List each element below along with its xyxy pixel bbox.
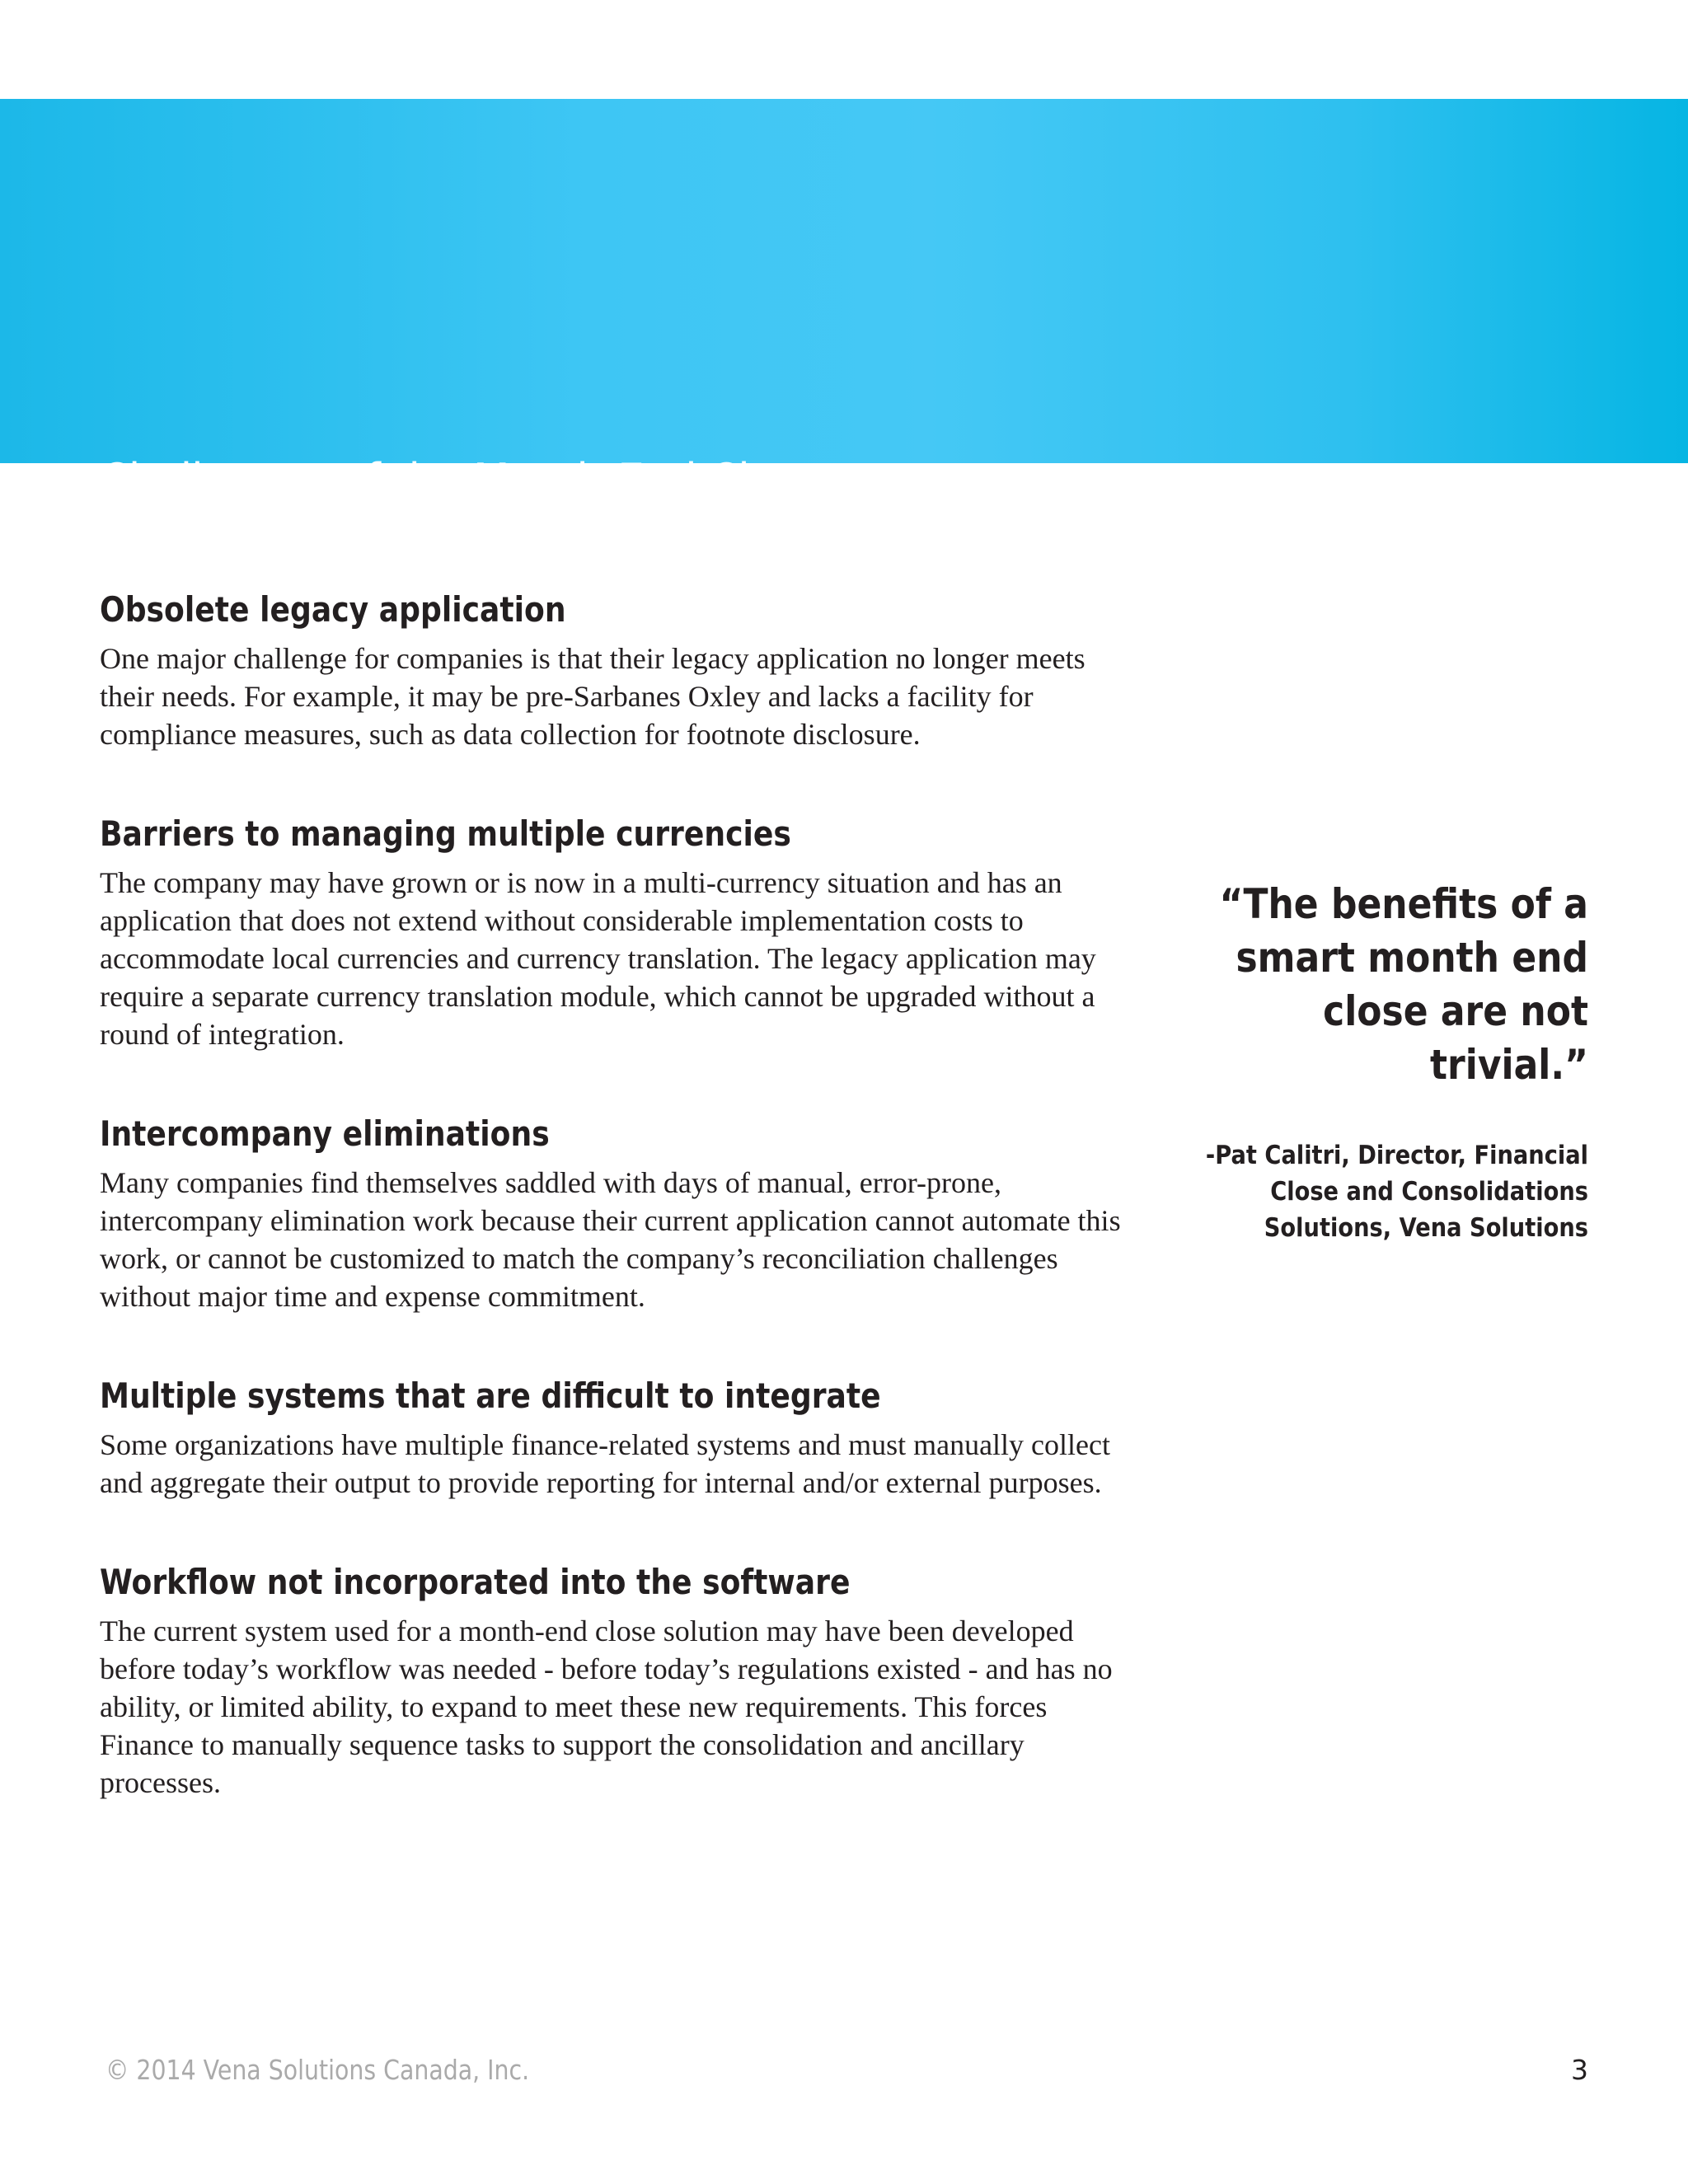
section-body: One major challenge for companies is that their legacy application no longer meets their needs. For example, it may be pre-Sarbanes Oxley and lacks a facility for compliance measures, such as data collection for footnote disclosure. [100, 642, 1085, 751]
quote-author: -Pat Calitri, Director, Financial Close and Consolidations Solutions, Vena Solutions [1205, 1141, 1588, 1243]
section-body: Some organizations have multiple finance-related systems and must manually collect and aggregate their output to provide reporting for internal and/or external purposes. [100, 1428, 1110, 1499]
page-title: Challenges of the Month-End Close [100, 453, 822, 511]
pull-quote [1127, 878, 1588, 1246]
section-multiple-currencies [100, 811, 1122, 1053]
header-banner [0, 99, 1688, 511]
section-obsolete-legacy-application [100, 587, 1122, 753]
quote-text: “The benefits of a smart month end close are not trivial.” [1219, 880, 1588, 1089]
page-number: 3 [1571, 2054, 1588, 2086]
footer-copyright: © 2014 Vena Solutions Canada, Inc. [106, 2054, 530, 2086]
section-heading: Workflow not incorporated into the software [100, 1562, 851, 1602]
section-heading: Barriers to managing multiple currencies [100, 813, 791, 854]
section-body: Many companies find themselves saddled with days of manual, error-prone, intercompany elimination work because their current application cannot automate this work, or cannot be customized to match the company’s reconciliation challenges without major time and expense commitment. [100, 1166, 1121, 1313]
section-intercompany-eliminations [100, 1111, 1122, 1315]
section-workflow [100, 1559, 1122, 1802]
section-heading: Obsolete legacy application [100, 589, 566, 630]
section-body: The company may have grown or is now in a multi-currency situation and has an application that does not extend without considerable implementation costs to accommodate local currencies and currency translation. The legacy application may require a separate currency translation module, which cannot be upgraded without a round of integration. [100, 866, 1096, 1051]
section-heading: Intercompany eliminations [100, 1113, 550, 1154]
main-content [100, 587, 1122, 1859]
section-multiple-systems [100, 1373, 1122, 1502]
section-heading: Multiple systems that are difficult to integrate [100, 1376, 881, 1416]
section-body: The current system used for a month-end close solution may have been developed before today’s workflow was needed - before today’s regulations existed - and has no ability, or limited ability, to expand to meet these new requirements. This forces Finance to manually sequence tasks to support the consolidation and ancillary processes. [100, 1615, 1113, 1799]
